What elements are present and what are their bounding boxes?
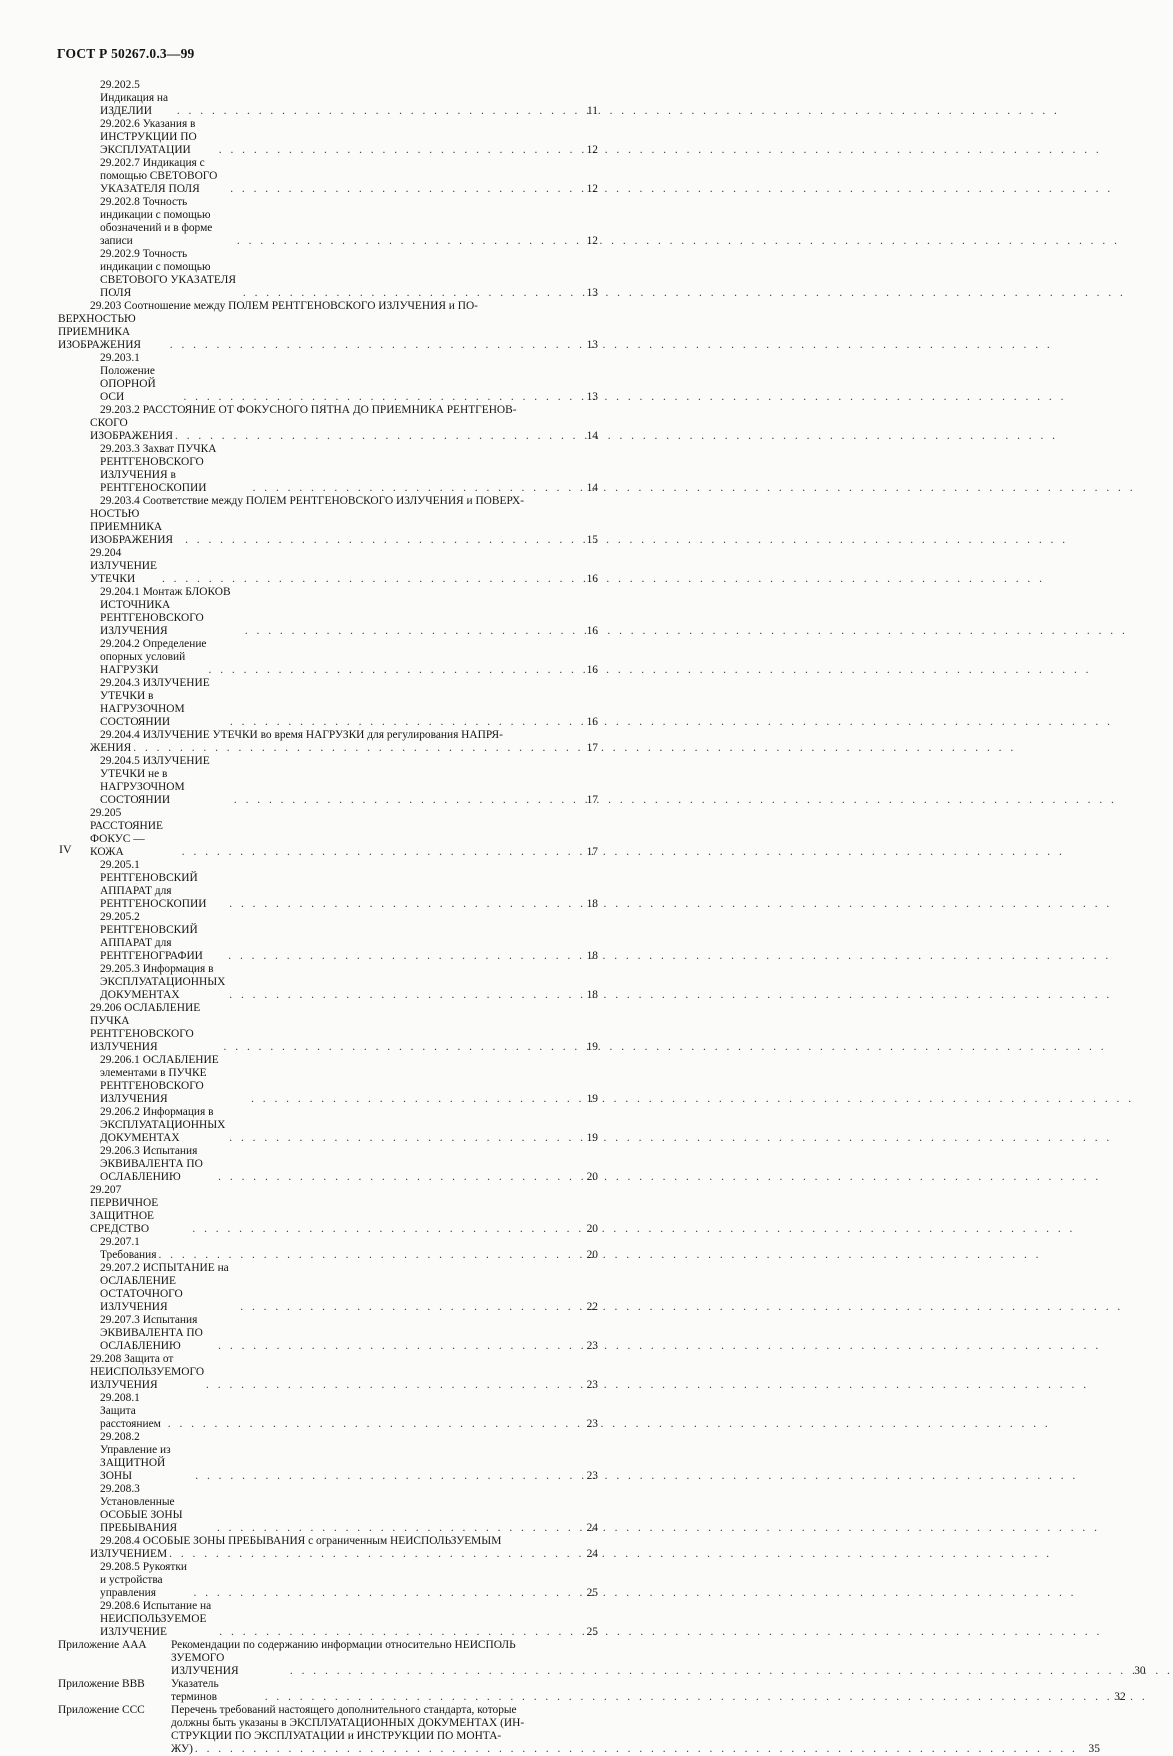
toc-entry: [58, 118, 598, 157]
toc-entry: [58, 1314, 598, 1353]
toc-entry-title: 29.208.3 Установленные ОСОБЫЕ ЗОНЫ ПРЕБЫВАНИЯ: [100, 1483, 186, 1534]
toc-entry-continuation: [58, 508, 598, 547]
toc-entry: [58, 1262, 598, 1314]
toc-entry-title: 29.205.1 РЕНТГЕНОВСКИЙ АППАРАТ для РЕНТГЕНОСКОПИИ: [100, 859, 207, 910]
toc-page-number: 16: [586, 716, 598, 728]
toc-entry-title: 29.208.4 ОСОБЫЕ ЗОНЫ ПРЕБЫВАНИЯ с ограниченным НЕИСПОЛЬЗУЕМЫМ: [100, 1535, 502, 1547]
appendix-page-number: 32: [1114, 1691, 1126, 1703]
toc-page-number: 13: [586, 339, 598, 351]
dot-leader: [224, 1041, 576, 1054]
dot-leader: [229, 898, 576, 911]
toc-entry: [58, 1054, 598, 1106]
appendix-title-line: должны быть указаны в ЭКСПЛУАТАЦИОННЫХ ДОКУМЕНТАХ (ИН-: [171, 1717, 525, 1729]
toc-entry: [58, 1002, 598, 1054]
toc-entry-title: 29.203.4 Соответствие между ПОЛЕМ РЕНТГЕНОВСКОГО ИЗЛУЧЕНИЯ и ПОВЕРХ-: [100, 495, 524, 507]
toc-page-number: 15: [586, 534, 598, 546]
appendix-entry: [58, 1704, 1100, 1756]
toc-entry: [58, 677, 598, 729]
dot-leader: [133, 742, 576, 755]
dot-leader: [168, 1418, 576, 1431]
toc-entry: [58, 248, 598, 300]
toc-entry-title: 29.207.3 Испытания ЭКВИВАЛЕНТА ПО ОСЛАБЛЕНИЮ: [100, 1314, 206, 1352]
dot-leader: [240, 1301, 576, 1314]
toc-page-number: 22: [586, 1301, 598, 1313]
dot-leader: [237, 235, 576, 248]
appendix-entry: [58, 1678, 1126, 1704]
toc-entry-title: 29.207 ПЕРВИЧНОЕ ЗАЩИТНОЕ СРЕДСТВО: [90, 1184, 162, 1235]
toc-page-number: 20: [586, 1171, 598, 1183]
toc-page-number: 14: [586, 482, 598, 494]
toc-page-number: 18: [586, 989, 598, 1001]
dot-leader: [195, 1743, 1078, 1756]
toc-entry-title: 29.204.2 Определение опорных условий НАГРУЗКИ: [100, 638, 210, 676]
toc-entry-title: 29.205.3 Информация в ЭКСПЛУАТАЦИОННЫХ ДОКУМЕНТАХ: [100, 963, 229, 1001]
toc-entry: [58, 404, 598, 417]
toc-entry: [58, 1236, 598, 1262]
toc-entry-title: 29.208.2 Управление из ЗАЩИТНОЙ ЗОНЫ: [100, 1431, 174, 1482]
toc-entry-title: 29.208.1 Защита расстоянием: [100, 1392, 161, 1430]
toc-page-number: 13: [586, 287, 598, 299]
dot-leader: [230, 183, 576, 196]
appendix-page-number: 35: [1088, 1743, 1100, 1755]
toc-entry: [58, 755, 598, 807]
toc-entry-title: 29.202.7 Индикация с помощью СВЕТОВОГО УКАЗАТЕЛЯ ПОЛЯ: [100, 157, 221, 195]
toc-page-number: 18: [586, 950, 598, 962]
dot-leader: [243, 287, 576, 300]
page-number-footer: IV: [59, 842, 72, 856]
toc-page-number: 20: [586, 1249, 598, 1261]
toc-entry-title: 29.203.1 Положение ОПОРНОЙ ОСИ: [100, 352, 159, 403]
dot-leader: [170, 339, 576, 352]
appendix-body: [171, 1639, 1146, 1678]
toc-page-number: 16: [586, 664, 598, 676]
appendix-label: Приложение ААА: [58, 1639, 147, 1651]
toc-entry-title: 29.204.4 ИЗЛУЧЕНИЕ УТЕЧКИ во время НАГРУЗКИ для регулирования НАПРЯ-: [100, 729, 503, 741]
toc-entry: [58, 911, 598, 963]
toc-entry-title-continued: ВЕРХНОСТЬЮ ПРИЕМНИКА ИЗОБРАЖЕНИЯ: [58, 313, 142, 351]
toc-entry: [58, 1392, 598, 1431]
appendix-title-line: Указатель терминов: [171, 1678, 222, 1703]
toc-entry-title: 29.208.5 Рукоятки и устройства управления: [100, 1561, 190, 1599]
dot-leader: [253, 482, 576, 495]
toc-page-number: 23: [586, 1340, 598, 1352]
toc-entry: [58, 196, 598, 248]
toc-entry: [58, 443, 598, 495]
dot-leader: [218, 1340, 576, 1353]
toc-page-number: 14: [586, 430, 598, 442]
toc-page-number: 17: [586, 846, 598, 858]
toc-entry-title: 29.206 ОСЛАБЛЕНИЕ ПУЧКА РЕНТГЕНОВСКОГО ИЗЛУЧЕНИЯ: [90, 1002, 204, 1053]
toc-entry-title: 29.208 Защита от НЕИСПОЛЬЗУЕМОГО ИЗЛУЧЕНИЯ: [90, 1353, 207, 1391]
dot-leader: [229, 1132, 576, 1145]
toc-entry: [58, 1145, 598, 1184]
toc-entry: [58, 729, 598, 742]
dot-leader: [219, 1626, 576, 1639]
toc-entry: [58, 807, 598, 859]
toc-page-number: 12: [586, 183, 598, 195]
toc-entry: [58, 495, 598, 508]
toc-entry-title: 29.202.6 Указания в ИНСТРУКЦИИ ПО ЭКСПЛУАТАЦИИ: [100, 118, 200, 156]
toc-entry-title: 29.204.5 ИЗЛУЧЕНИЕ УТЕЧКИ не в НАГРУЗОЧНОМ СОСТОЯНИИ: [100, 755, 213, 806]
toc-page-number: 11: [587, 105, 598, 117]
toc-entry: [58, 1535, 598, 1548]
toc-page-number: 12: [586, 144, 598, 156]
toc-entry-title: 29.207.2 ИСПЫТАНИЕ на ОСЛАБЛЕНИЕ ОСТАТОЧНОГО ИЗЛУЧЕНИЯ: [100, 1262, 232, 1313]
toc-page-number: 17: [586, 794, 598, 806]
toc-entry-continuation: [58, 313, 598, 352]
toc-entry-title: 29.202.9 Точность индикации с помощью СВЕТОВОГО УКАЗАТЕЛЯ ПОЛЯ: [100, 248, 239, 299]
dot-leader: [162, 573, 576, 586]
toc-page-number: 18: [586, 898, 598, 910]
toc-page-number: 16: [586, 625, 598, 637]
appendix-title-line: Перечень требований настоящего дополнительного стандарта, которые: [171, 1704, 517, 1716]
dot-leader: [245, 625, 576, 638]
toc-page-number: 19: [586, 1093, 598, 1105]
toc-page-number: 12: [586, 235, 598, 247]
toc-entry: [58, 963, 598, 1002]
toc-page-number: 16: [586, 573, 598, 585]
dot-leader: [209, 664, 577, 677]
dot-leader: [217, 1522, 576, 1535]
toc-entry: [58, 1184, 598, 1236]
dot-leader: [183, 391, 576, 404]
dot-leader: [229, 989, 576, 1002]
toc-entry-title: 29.208.6 Испытание на НЕИСПОЛЬЗУЕМОЕ ИЗЛУЧЕНИЕ: [100, 1600, 215, 1638]
toc-page-number: 19: [586, 1132, 598, 1144]
appendix-title-line: Рекомендации по содержанию информации относительно НЕИСПОЛЬ: [171, 1639, 516, 1651]
toc-page-number: 23: [586, 1418, 598, 1430]
appendix-page-number: 30: [1134, 1665, 1146, 1677]
toc-entry: [58, 79, 598, 118]
dot-leader: [195, 1470, 576, 1483]
appendix-entry: [58, 1639, 1146, 1678]
appendix-label: Приложение ССС: [58, 1704, 145, 1716]
toc-entry-continuation: [58, 1548, 598, 1561]
toc-entry: [58, 1353, 598, 1392]
appendix-title-line: СТРУКЦИИ ПО ЭКСПЛУАТАЦИИ и ИНСТРУКЦИИ ПО МОНТА-: [171, 1730, 502, 1742]
toc-page-number: 13: [586, 391, 598, 403]
appendix-title-line: ЗУЕМОГО ИЗЛУЧЕНИЯ: [171, 1652, 239, 1677]
appendix-body: [171, 1704, 1100, 1756]
dot-leader: [290, 1665, 1124, 1678]
toc-entry: [58, 352, 598, 404]
toc-entry: [58, 1483, 598, 1535]
toc-entry-title-continued: НОСТЬЮ ПРИЕМНИКА ИЗОБРАЖЕНИЯ: [90, 508, 174, 546]
appendix-body: [171, 1678, 1126, 1704]
toc-entry: [58, 300, 598, 313]
dot-leader: [177, 105, 576, 118]
dot-leader: [218, 1171, 576, 1184]
toc-page-number: 25: [586, 1626, 598, 1638]
dot-leader: [234, 794, 576, 807]
dot-leader: [192, 1223, 576, 1236]
dot-leader: [265, 1691, 1104, 1704]
toc-entry: [58, 1431, 598, 1483]
dot-leader: [228, 950, 576, 963]
toc-entry-title: 29.204.1 Монтаж БЛОКОВ ИСТОЧНИКА РЕНТГЕНОВСКОГО ИЗЛУЧЕНИЯ: [100, 586, 234, 637]
toc-entry: [58, 1106, 598, 1145]
toc-entry-continuation: [58, 417, 598, 443]
toc-page-number: 24: [586, 1522, 598, 1534]
toc-page-number: 17: [586, 742, 598, 754]
toc-entry-title: 29.204.3 ИЗЛУЧЕНИЕ УТЕЧКИ в НАГРУЗОЧНОМ СОСТОЯНИИ: [100, 677, 213, 728]
toc-entry: [58, 859, 598, 911]
toc-entry-title: 29.206.3 Испытания ЭКВИВАЛЕНТА ПО ОСЛАБЛЕНИЮ: [100, 1145, 206, 1183]
dot-leader: [158, 1249, 576, 1262]
toc-page-number: 24: [586, 1548, 598, 1560]
toc-entry-title: 29.204 ИЗЛУЧЕНИЕ УТЕЧКИ: [90, 547, 160, 585]
dot-leader: [169, 1548, 576, 1561]
toc-entry-title: 29.205.2 РЕНТГЕНОВСКИЙ АППАРАТ для РЕНТГЕНОГРАФИИ: [100, 911, 203, 962]
toc-entry-title: 29.203.3 Захват ПУЧКА РЕНТГЕНОВСКОГО ИЗЛУЧЕНИЯ в РЕНТГЕНОСКОПИИ: [100, 443, 220, 494]
table-of-contents: [58, 79, 1146, 1756]
appendix-label: Приложение ВВВ: [58, 1678, 145, 1690]
toc-entry-title: 29.206.2 Информация в ЭКСПЛУАТАЦИОННЫХ ДОКУМЕНТАХ: [100, 1106, 229, 1144]
dot-leader: [251, 1093, 576, 1106]
toc-entry-title: 29.202.8 Точность индикации с помощью обозначений и в форме записи: [100, 196, 216, 247]
toc-entry-title: 29.202.5 Индикация на ИЗДЕЛИИ: [100, 79, 171, 117]
toc-entry: [58, 547, 598, 586]
toc-entry: [58, 157, 598, 196]
appendix-title-line: ЖУ): [171, 1743, 193, 1755]
toc-entry-title: 29.205 РАССТОЯНИЕ ФОКУС — КОЖА: [90, 807, 166, 858]
toc-entry-title: 29.206.1 ОСЛАБЛЕНИЕ элементами в ПУЧКЕ РЕНТГЕНОВСКОГО ИЗЛУЧЕНИЯ: [100, 1054, 222, 1105]
toc-entry-title-continued: СКОГО ИЗОБРАЖЕНИЯ: [90, 417, 174, 442]
toc-entry: [58, 1561, 598, 1600]
toc-page-number: 23: [586, 1470, 598, 1482]
toc-entry: [58, 586, 598, 638]
toc-entry-title: 29.203 Соотношение между ПОЛЕМ РЕНТГЕНОВСКОГО ИЗЛУЧЕНИЯ и ПО-: [90, 300, 478, 312]
toc-page-number: 19: [586, 1041, 598, 1053]
dot-leader: [194, 1587, 576, 1600]
toc-page-number: 23: [586, 1379, 598, 1391]
dot-leader: [175, 430, 576, 443]
dot-leader: [206, 1379, 576, 1392]
toc-page-number: 20: [586, 1223, 598, 1235]
toc-entry-continuation: [58, 742, 598, 755]
dot-leader: [219, 144, 576, 157]
toc-entry: [58, 638, 598, 677]
toc-entry-title-continued: ЖЕНИЯ: [90, 742, 132, 754]
toc-page-number: 25: [586, 1587, 598, 1599]
toc-entry-title-continued: ИЗЛУЧЕНИЕМ: [90, 1548, 168, 1560]
dot-leader: [230, 716, 576, 729]
dot-leader: [182, 846, 576, 859]
toc-entry-title: 29.203.2 РАССТОЯНИЕ ОТ ФОКУСНОГО ПЯТНА ДО ПРИЕМНИКА РЕНТГЕНОВ-: [100, 404, 517, 416]
toc-entry-title: 29.207.1 Требования: [100, 1236, 157, 1261]
toc-entry: [58, 1600, 598, 1639]
document-header: ГОСТ Р 50267.0.3—99: [57, 46, 195, 61]
dot-leader: [185, 534, 576, 547]
